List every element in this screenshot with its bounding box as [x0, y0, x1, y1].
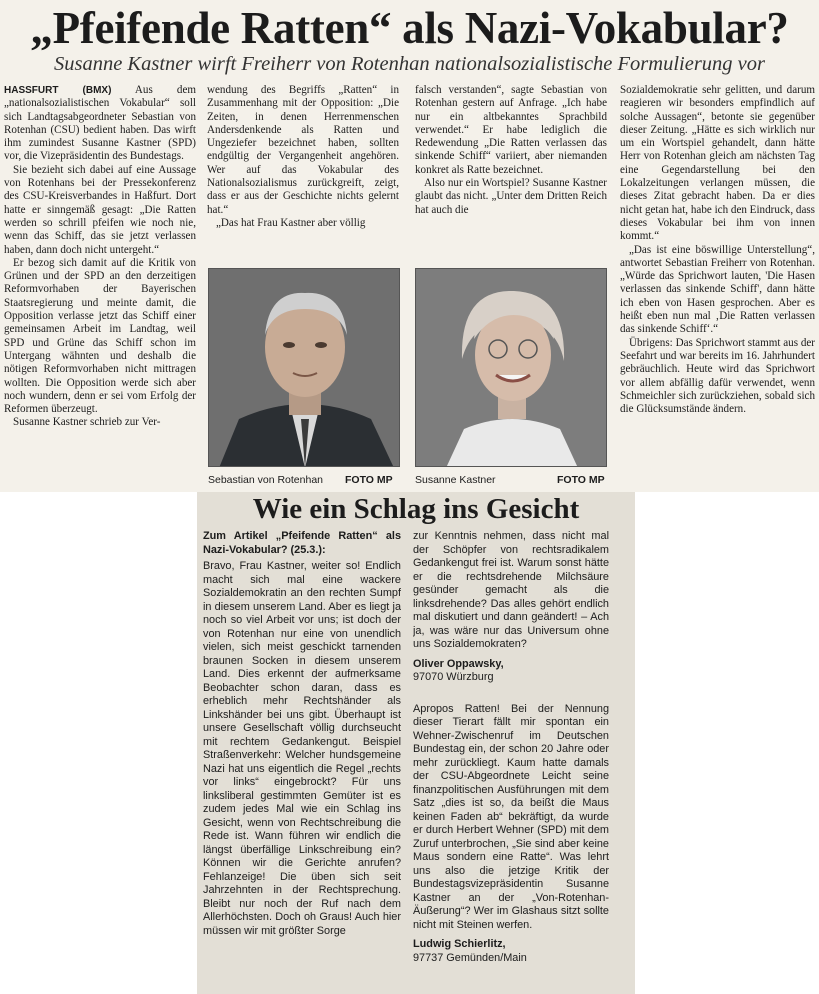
article-paragraph: Also nur ein Wortspiel? Susanne Kastner glaubt das nicht. „Unter dem Dritten Reich hat auch die: [415, 177, 607, 216]
article-column-2: [207, 84, 399, 244]
photo-credit: FOTO MP: [557, 474, 605, 486]
photo-credit: FOTO MP: [345, 474, 393, 486]
subheadline: Susanne Kastner wirft Freiherr von Rotenhan nationalsozialistische Formulierung vor: [53, 53, 765, 75]
article-paragraph: Übrigens: Das Sprichwort stammt aus der Seefahrt und war bereits im 16. Jahrhundert gebräuchlich. Heute wird das Sprichwort vor allem abfällig dafür verwendet, wenn Schmeichler sich zurückziehen, sobald sich die Glücksumstände ändern.: [620, 336, 815, 416]
dateline: HASSFURT (BMX): [4, 85, 112, 96]
letter-author: Ludwig Schierlitz,: [413, 938, 506, 950]
article-paragraph: Sozialdemokratie sehr gelitten, und darum reagieren wir besonders empfindlich auf solche Aussagen“, betonte sie gegenüber dieser Zeitung. „Hätte es sich wirklich nur um ein Wortspiel gehandelt, dann hätte Herr von Rotenhan gleich am nächsten Tag eine Gegendarstellung bei den Lokalzeitungen verlangen müssen, die dieses Zitat gebracht haben. Da er dies nicht getan hat, habe ich den Eindruck, dass dieses Vokabular bei ihm von innen kommt.“: [620, 84, 815, 243]
letters-column-1: [203, 530, 401, 994]
letter-author-place: 97737 Gemünden/Main: [413, 951, 527, 964]
article-paragraph: Er bezog sich damit auf die Kritik von Grünen und der SPD an den derzeitigen Reformvorhaben der Bayerischen Staatsregierung und meinte damit, die Opposition verlasse jetzt das Schiff einer gemeinsamen Arbeit im Landtag, weil SPD und Grüne das Schiff schon im Untergang wähnten und deshalb die nötigen Reformvorhaben nicht mittragen wollten. Die Opposition werde sich aber noch wundern, denn er sei vom Erfolg der Reformen überzeugt.: [4, 256, 196, 416]
portrait-man-image: [209, 269, 400, 467]
article-paragraph: HASSFURT (BMX) Aus dem „nationalsozialistischen Vokabular“ soll sich Landtagsabgeordneter Sebastian von Rotenhan (CSU) bedient haben. Das wirft ihm zumindest Susanne Kastner (SPD) vor, die Vizepräsidentin des Bundestags.: [4, 84, 196, 163]
letter-text: Bravo, Frau Kastner, weiter so! Endlich macht sich mal eine wackere Sozialdemokratin an den rechten Sumpf in diesem unserem Land. Aber es liegt ja noch so viel Arbeit vor uns; ist doch der von Rotenhan nur eine von unendlich vielen, sich meist geschickt tarnenden braunen Socken in diesem unserem Land. Dies erkennt der aufmerksame Beobachter schon daran, dass es erheblich mehr Rechtshänder als Linkshänder bei uns gibt. Überhaupt ist unsere Gesellschaft völlig durchseucht mit rechtem Gedankengut. Beispiel Straßenverkehr: Welcher hundsgemeine Nazi hat uns eigentlich die Regel „rechts vor links“ eingebrockt? Für uns linksliberal gestimmten Gemüter ist es zudem jedes Mal wie ein Schlag ins Gesicht, wenn von Rechtschreibung die Rede ist. Wann führen wir endlich die längst überfällige Linkschreibung ein? Können wir die Gerichte anrufen? Fehlanzeige! Die üben sich seit Jahrzehnten in der Rechtsprechung. Bleibt nur noch der Ruf nach dem Allerhöchsten. Doch oh Graus! Auch hier müssen wir mit größter Sorge: [203, 560, 401, 937]
letter-text: zur Kenntnis nehmen, dass nicht mal der Schöpfer von rechtsradikalem Gedankengut frei ist. Warum sonst hätte er die rechtsdrehende Milchsäure gesünder gemacht als die linksdrehende? Das alles gehört endlich mal diskutiert und dann geändert! – Ach ja, was wäre nur das Universum ohne uns Sozialdemokraten?: [413, 530, 609, 650]
article-paragraph: Susanne Kastner schrieb zur Ver-: [13, 416, 161, 429]
article-column-4: [620, 84, 815, 492]
article-paragraph: Sie bezieht sich dabei auf eine Aussage von Rotenhans bei der Pressekonferenz des CSU-Kreisverbandes in Haßfurt. Dort hatte er sinngemäß gesagt: „Die Ratten werden so schrill pfeifen wie noch nie, wenn das Schiff, das sie jetzt verlassen haben, dann doch nicht untergeht.“: [4, 163, 196, 256]
article: [0, 0, 819, 492]
letters-column-2: [413, 530, 609, 994]
letters-to-editor: [197, 492, 635, 994]
portrait-photo-kastner: [415, 268, 607, 467]
photo-caption: Susanne Kastner: [415, 474, 496, 486]
portrait-photo-rotenhan: [208, 268, 400, 467]
article-paragraph: „Das ist eine böswillige Unterstellung“, antwortet Sebastian Freiherr von Rotenhan. „Würde das Sprichwort lauten, 'Die Hasen verlassen das sinkende Schiff', dann hätte ich eben von Hasen gesprochen. Aber es heißt eben nun mal ‚Die Ratten verlassen das sinkende Schiff‘.“: [620, 243, 815, 336]
article-reference: Zum Artikel „Pfeifende Ratten“ als Nazi-Vokabular? (25.3.):: [203, 530, 401, 556]
headline: „Pfeifende Ratten“ als Nazi-Vokabular?: [30, 3, 789, 53]
letter-author: Oliver Oppawsky,: [413, 657, 504, 670]
article-paragraph: falsch verstanden“, sagte Sebastian von Rotenhan gestern auf Anfrage. „Ich habe nur ein altbekanntes Sprachbild verwendet.“ Er habe lediglich die Redewendung „Die Ratten verlassen das sinkende Schiff“ variiert, aber niemanden konkret als Ratte bezeichnet.: [415, 84, 607, 176]
article-paragraph: „Das hat Frau Kastner aber völlig: [216, 216, 366, 229]
photo-caption: Sebastian von Rotenhan: [208, 474, 324, 486]
article-column-1: [4, 84, 196, 492]
letter-text: Apropos Ratten! Bei der Nennung dieser Tierart fällt mir spontan ein Wehner-Zwischenruf im Deutschen Bundestag ein, der schon 20 Jahre oder mehr zurückliegt. Kaum hatte damals der CSU-Abgeordnete Leicht seine finanzpolitischen Ausführungen mit dem Satz „dies ist so, da beißt die Maus keinen Faden ab“ bekräftigt, da wurde er durch Herbert Wehner (SPD) mit dem Zuruf unterbrochen, „Sie sind aber keine Maus sondern eine Ratte“. Was lehrt uns also die jetzige Kritik der Bundestagsvizepräsidentin Susanne Kastner an der „Von-Rotenhan-Äußerung“? Wer im Glashaus sitzt sollte nicht mit Steinen werfen.: [413, 702, 609, 931]
letters-title: Wie ein Schlag ins Gesicht: [252, 493, 580, 525]
letter-author-place: 97070 Würzburg: [413, 671, 494, 683]
article-column-3: [415, 84, 607, 244]
article-paragraph: wendung des Begriffs „Ratten“ in Zusammenhang mit der Opposition: „Die Zeiten, in denen Herrenmenschen Andersdenkende als Ratten und Ungeziefer bezeichnet haben, sollten endgültig der Vergangenheit angehören. Wer auf das Vokabular des Nationalsozialismus zurückgreift, zeigt, dass er aus der Geschichte nichts gelernt hat.“: [207, 84, 399, 216]
portrait-woman-image: [416, 269, 607, 467]
